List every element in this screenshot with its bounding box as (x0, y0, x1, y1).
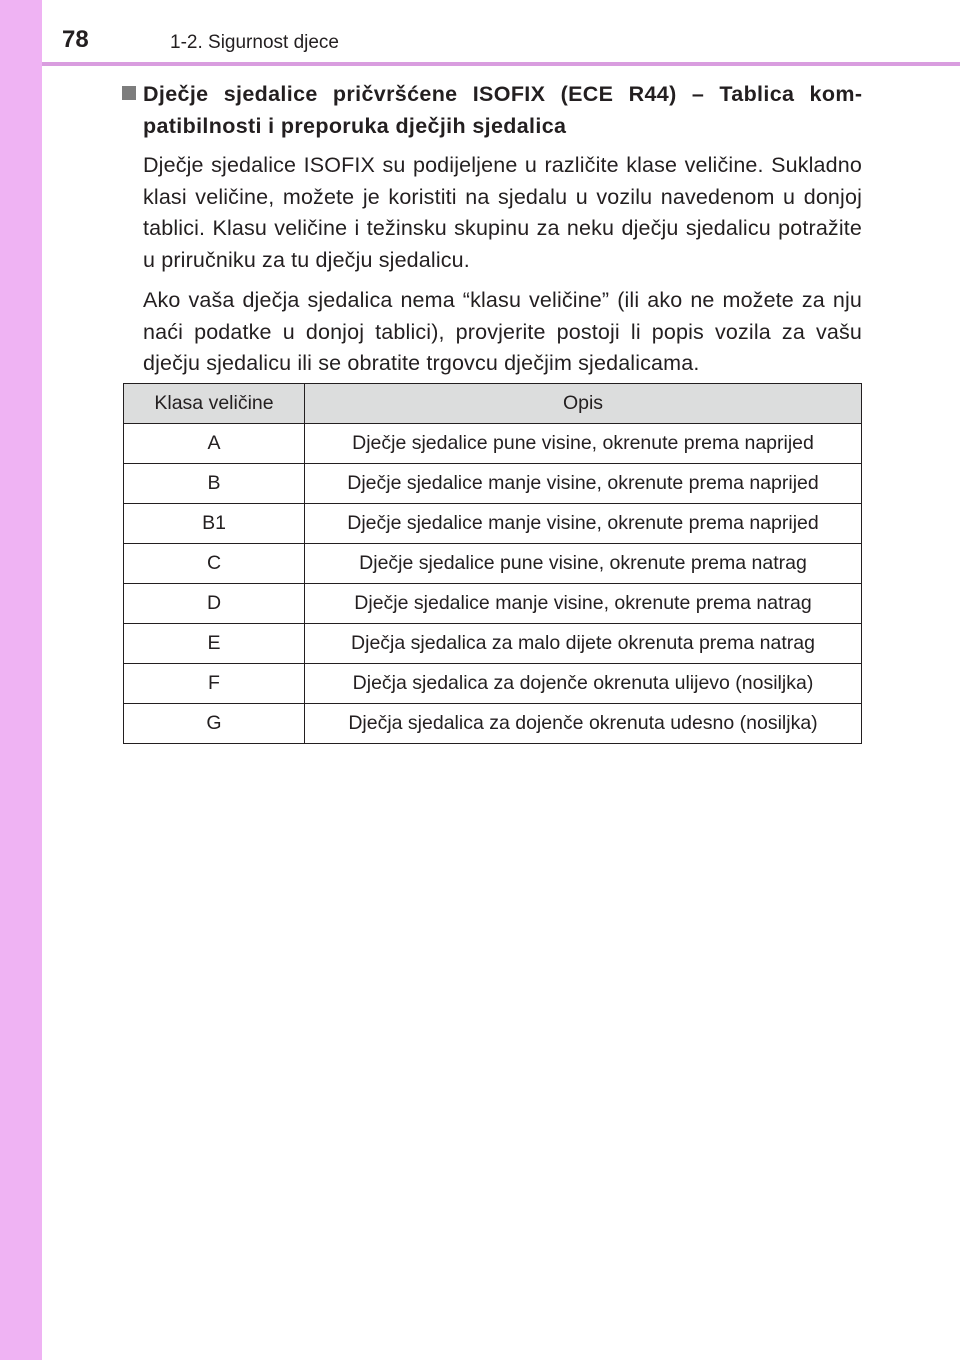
description-cell: Dječja sjedalica za dojenče okrenuta udesno (nosiljka) (305, 704, 862, 744)
main-content (122, 74, 862, 380)
description-cell: Dječje sjedalice manje visine, okrenute prema naprijed (305, 504, 862, 544)
size-class-cell: D (124, 584, 305, 624)
section-title: 1-2. Sigurnost djece (170, 32, 339, 53)
size-class-cell: C (124, 544, 305, 584)
header-divider (42, 62, 960, 66)
size-class-cell: B1 (124, 504, 305, 544)
square-bullet-icon (122, 86, 136, 100)
column-header-description: Opis (305, 384, 862, 424)
table-row (124, 704, 862, 744)
page-number: 78 (62, 26, 89, 53)
table-row (124, 584, 862, 624)
size-class-cell: E (124, 624, 305, 664)
section-heading-row (122, 74, 862, 142)
table-row (124, 664, 862, 704)
table-row (124, 624, 862, 664)
column-header-size-class: Klasa veličine (124, 384, 305, 424)
description-cell: Dječje sjedalice manje visine, okrenute prema naprijed (305, 464, 862, 504)
table-row (124, 504, 862, 544)
description-cell: Dječje sjedalice manje visine, okrenute prema natrag (305, 584, 862, 624)
description-cell: Dječja sjedalica za malo dijete okrenuta prema natrag (305, 624, 862, 664)
table-row (124, 424, 862, 464)
size-class-cell: A (124, 424, 305, 464)
description-cell: Dječje sjedalice pune visine, okrenute prema naprijed (305, 424, 862, 464)
size-class-cell: G (124, 704, 305, 744)
table-row (124, 544, 862, 584)
size-class-cell: B (124, 464, 305, 504)
body-paragraph: Ako vaša dječja sjedalica nema “klasu veličine” (ili ako ne možete za nju naći podatke u donjoj tablici), provjerite postoji li popis vozila za vašu dječju sjedalicu ili se obratite trgovcu dječjim sjedalicama. (143, 288, 862, 375)
body-paragraph: Dječje sjedalice ISOFIX su podijeljene u različite klase veličine. Sukladno klasi veličine, možete je koristiti na sjedalu u vozilu navedenom u donjoj tablici. Klasu veličine i težinsku skupinu za neku dječju sjedalicu potražite u priručniku za tu dječju sjedalicu. (143, 153, 862, 272)
size-class-table (123, 383, 862, 744)
section-heading: Dječje sjedalice pričvršćene ISOFIX (ECE R44) – Tablica kompatibilnosti i preporuka dječjih sjedalica (143, 82, 862, 138)
table-row (124, 464, 862, 504)
chapter-side-tab (0, 0, 42, 1360)
size-class-cell: F (124, 664, 305, 704)
description-cell: Dječja sjedalica za dojenče okrenuta ulijevo (nosiljka) (305, 664, 862, 704)
description-cell: Dječje sjedalice pune visine, okrenute prema natrag (305, 544, 862, 584)
table-header-row (124, 384, 862, 424)
